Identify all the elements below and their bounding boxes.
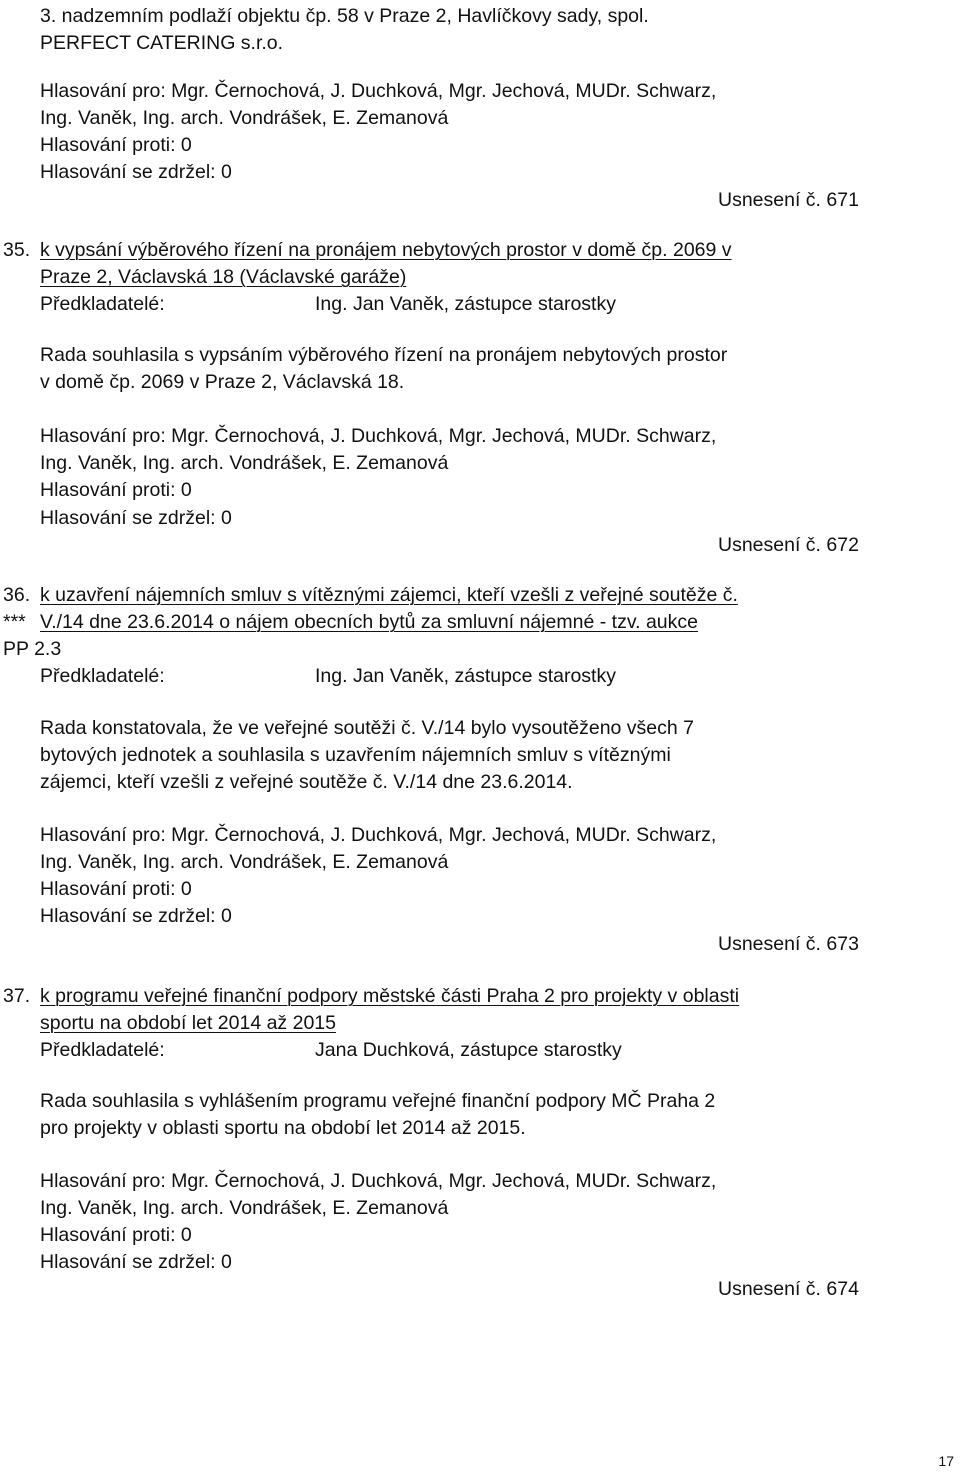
- vote-abstain: Hlasování se zdržel: 0: [40, 1251, 232, 1273]
- vote-for-line-1: Hlasování pro: Mgr. Černochová, J. Duchková, Mgr. Jechová, MUDr. Schwarz,: [40, 824, 717, 846]
- vote-abstain: Hlasování se zdržel: 0: [40, 161, 232, 183]
- decision-text-line: Rada souhlasila s vyhlášením programu veřejné finanční podpory MČ Praha 2: [40, 1090, 716, 1112]
- decision-text-line: bytových jednotek a souhlasila s uzavřením nájemních smluv s vítěznými: [40, 744, 671, 766]
- intro-line-1: 3. nadzemním podlaží objektu čp. 58 v Praze 2, Havlíčkovy sady, spol.: [40, 5, 649, 27]
- presenter-name: Ing. Jan Vaněk, zástupce starostky: [315, 665, 616, 687]
- item-number: 35.: [3, 239, 31, 261]
- vote-abstain: Hlasování se zdržel: 0: [40, 905, 232, 927]
- item-title-line: sportu na období let 2014 až 2015: [40, 1012, 336, 1034]
- presenter-label: Předkladatelé:: [40, 293, 165, 315]
- resolution-number: Usnesení č. 674: [718, 1278, 859, 1300]
- presenter-label: Předkladatelé:: [40, 665, 165, 687]
- decision-text-line: zájemci, kteří vzešli z veřejné soutěže č. V./14 dne 23.6.2014.: [40, 771, 573, 793]
- item-number: 37.: [3, 985, 31, 1007]
- item-stars: ***: [3, 611, 26, 633]
- resolution-number: Usnesení č. 673: [718, 933, 859, 955]
- resolution-number: Usnesení č. 672: [718, 534, 859, 556]
- page-number: 17: [938, 1453, 954, 1469]
- resolution-number: Usnesení č. 671: [718, 189, 859, 211]
- vote-against: Hlasování proti: 0: [40, 1224, 192, 1246]
- vote-for-line-2: Ing. Vaněk, Ing. arch. Vondrášek, E. Zemanová: [40, 851, 449, 873]
- item-title-line: PP 2.3: [3, 638, 62, 660]
- presenter-name: Jana Duchková, zástupce starostky: [315, 1039, 622, 1061]
- vote-against: Hlasování proti: 0: [40, 134, 192, 156]
- decision-text-line: Rada konstatovala, že ve veřejné soutěži č. V./14 bylo vysoutěženo všech 7: [40, 717, 695, 739]
- item-number: 36.: [3, 584, 31, 606]
- presenter-label: Předkladatelé:: [40, 1039, 165, 1061]
- vote-for-line-1: Hlasování pro: Mgr. Černochová, J. Duchková, Mgr. Jechová, MUDr. Schwarz,: [40, 80, 717, 102]
- decision-text-line: pro projekty v oblasti sportu na období let 2014 až 2015.: [40, 1117, 526, 1139]
- vote-against: Hlasování proti: 0: [40, 479, 192, 501]
- vote-abstain: Hlasování se zdržel: 0: [40, 507, 232, 529]
- vote-against: Hlasování proti: 0: [40, 878, 192, 900]
- item-title-line: k programu veřejné finanční podpory městské části Praha 2 pro projekty v oblasti: [40, 985, 740, 1007]
- vote-for-line-1: Hlasování pro: Mgr. Černochová, J. Duchková, Mgr. Jechová, MUDr. Schwarz,: [40, 425, 717, 447]
- item-title-line: k uzavření nájemních smluv s vítěznými zájemci, kteří vzešli z veřejné soutěže č.: [40, 584, 738, 606]
- vote-for-line-1: Hlasování pro: Mgr. Černochová, J. Duchková, Mgr. Jechová, MUDr. Schwarz,: [40, 1170, 717, 1192]
- presenter-name: Ing. Jan Vaněk, zástupce starostky: [315, 293, 616, 315]
- vote-for-line-2: Ing. Vaněk, Ing. arch. Vondrášek, E. Zemanová: [40, 107, 449, 129]
- item-title-line: V./14 dne 23.6.2014 o nájem obecních bytů za smluvní nájemné - tzv. aukce: [40, 611, 698, 633]
- item-title-line: Praze 2, Václavská 18 (Václavské garáže): [40, 266, 407, 288]
- item-title-line: k vypsání výběrového řízení na pronájem nebytových prostor v domě čp. 2069 v: [40, 239, 732, 261]
- vote-for-line-2: Ing. Vaněk, Ing. arch. Vondrášek, E. Zemanová: [40, 1197, 449, 1219]
- intro-line-2: PERFECT CATERING s.r.o.: [40, 32, 284, 54]
- decision-text-line: v domě čp. 2069 v Praze 2, Václavská 18.: [40, 371, 405, 393]
- vote-for-line-2: Ing. Vaněk, Ing. arch. Vondrášek, E. Zemanová: [40, 452, 449, 474]
- decision-text-line: Rada souhlasila s vypsáním výběrového řízení na pronájem nebytových prostor: [40, 344, 728, 366]
